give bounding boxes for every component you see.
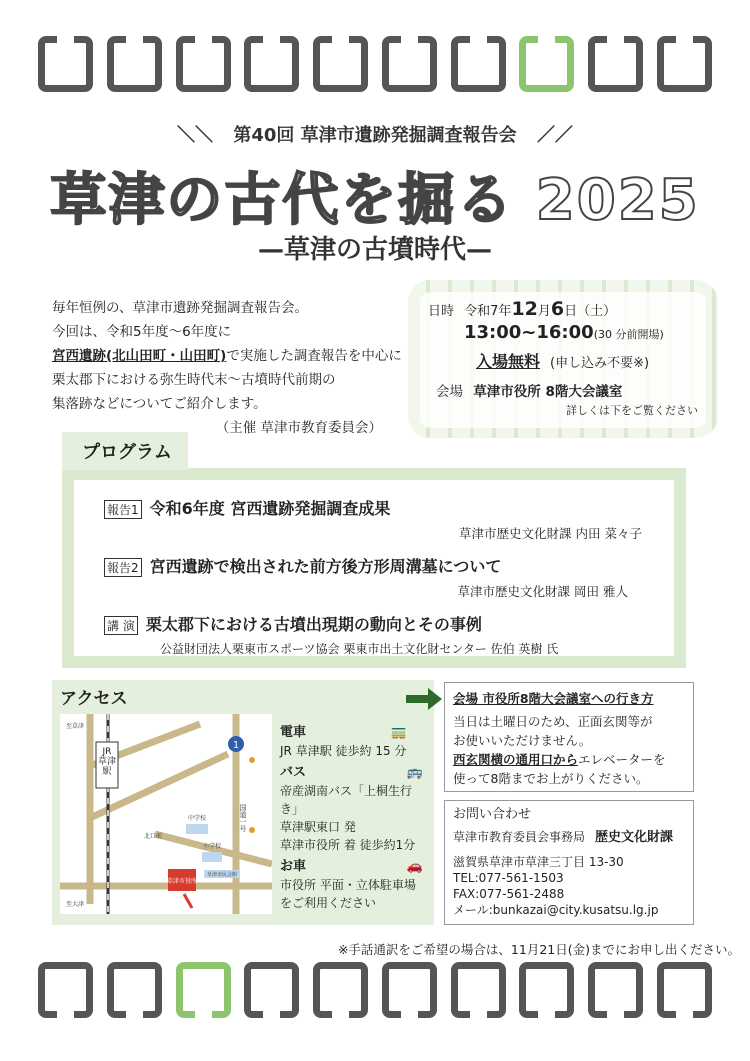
contact-dept: 歴史文化財課 <box>595 830 674 845</box>
route-line: 当日は土曜日のため、正面玄関等が <box>453 714 653 729</box>
contact-department <box>453 829 685 846</box>
program-tag: 報告2 <box>104 558 142 577</box>
sub-heading: —草津の古墳時代— <box>257 235 492 265</box>
map-direction-top: 至草津 <box>66 723 85 730</box>
intro-line: 毎年恒例の、草津市遺跡発掘調査報告会。 <box>52 300 308 316</box>
route-line-rest: エレベーターを <box>578 752 666 767</box>
time-range: 13:00~16:00 <box>464 322 594 343</box>
contact-mail[interactable]: メール:bunkazai@city.kusatsu.lg.jp <box>453 903 659 917</box>
car-info: をご利用ください <box>280 896 377 910</box>
border-tile <box>657 36 712 92</box>
detail-note: 詳しくは下をご覧ください <box>566 404 698 417</box>
border-tile <box>176 36 231 92</box>
map-school2 <box>202 852 222 862</box>
border-tile <box>313 36 368 92</box>
main-title: 草津の古代を掘る 2025 <box>50 168 700 233</box>
train-heading-label: 電車 <box>280 725 307 740</box>
program-speaker: 草津市歴史文化財課 岡田 雅人 <box>457 584 628 599</box>
border-tile <box>313 962 368 1018</box>
transport-info <box>280 720 430 912</box>
date-day-unit: 日 <box>564 304 578 319</box>
venue-label: 会場 <box>436 384 463 400</box>
program-speaker: 草津市歴史文化財課 内田 菜々子 <box>459 526 642 541</box>
program-title: 令和6年度 宮西遺跡発掘調査成果 <box>149 499 391 518</box>
date-label: 日時 <box>428 304 455 319</box>
event-date <box>428 298 698 320</box>
border-tile <box>244 36 299 92</box>
organizer: （主催 草津市教育委員会） <box>215 420 382 436</box>
route1-label: 1 <box>232 740 240 751</box>
slash-deco-left: ＼＼ <box>177 125 214 146</box>
program-title: 宮西遺跡で検出された前方後方形周溝墓について <box>149 557 502 576</box>
program-tag: 講 演 <box>104 616 138 635</box>
border-tile <box>588 36 643 92</box>
map-svg <box>60 714 272 914</box>
map-gate-label: 北口前 <box>144 833 163 840</box>
bus-info: 草津駅東口 発 <box>280 820 356 834</box>
bottom-decorative-border <box>38 962 712 1024</box>
traffic-signal-icon <box>249 757 255 763</box>
map-school1-label: 中学校 <box>187 815 207 822</box>
top-decorative-border <box>38 36 712 98</box>
map-hall-label: 草津市民会館 <box>206 872 238 878</box>
contact-address: 滋賀県草津市草津三丁目 13-30 <box>453 855 624 869</box>
route-line <box>453 750 685 769</box>
car-icon: 🚗 <box>406 859 423 874</box>
slash-deco-right: ／／ <box>536 125 573 146</box>
train-info: JR 草津駅 徒歩約 15 分 <box>280 744 407 758</box>
intro-text <box>52 296 412 440</box>
border-tile <box>107 36 162 92</box>
program-item <box>104 612 482 635</box>
border-tile <box>519 962 574 1018</box>
car-heading <box>280 858 430 876</box>
intro-line: 栗太郡下における弥生時代末～古墳時代前期の <box>52 372 336 388</box>
car-heading-label: お車 <box>280 859 307 874</box>
bus-info: 草津市役所 着 徒歩約1分 <box>280 838 416 852</box>
date-era: 令和7年 <box>464 304 512 319</box>
intro-line: 今回は、令和5年度～6年度に <box>52 324 232 340</box>
intro-line-rest: で実施した調査報告を中心に <box>226 348 402 364</box>
event-series-title: 第40回 草津市遺跡発掘調査報告会 <box>233 125 517 146</box>
event-info-inner <box>420 292 706 428</box>
event-time <box>464 322 698 343</box>
event-subtitle <box>0 121 750 147</box>
route-box <box>444 682 694 792</box>
train-heading <box>280 724 430 742</box>
site-name: 宮西遺跡(北山田町・山田町) <box>52 348 227 364</box>
venue-name: 草津市役所 8階大会議室 <box>473 384 623 400</box>
border-tile <box>451 962 506 1018</box>
program-item <box>104 496 390 519</box>
admission <box>476 349 698 372</box>
route-line: お使いいただけません。 <box>453 733 592 748</box>
intro-line: 集落跡などについてご紹介します。 <box>52 396 267 412</box>
program-tab: プログラム <box>62 432 188 470</box>
bus-heading <box>280 764 430 782</box>
contact-box <box>444 800 694 925</box>
border-tile <box>451 36 506 92</box>
program-item <box>104 554 501 577</box>
bus-icon: 🚌 <box>406 765 423 780</box>
map-arrow <box>184 894 192 908</box>
contact-tel: TEL:077-561-1503 <box>453 871 564 885</box>
date-month-unit: 月 <box>537 304 551 319</box>
bus-heading-label: バス <box>280 765 307 780</box>
access-map <box>60 714 272 914</box>
border-tile <box>38 36 93 92</box>
program-title: 栗太郡下における古墳出現期の動向とその事例 <box>145 615 482 634</box>
arrow-right-icon <box>406 688 442 710</box>
contact-office: 草津市教育委員会事務局 <box>453 830 586 844</box>
map-school1 <box>186 824 208 834</box>
bus-info: 帝産湖南バス「上桐生行き」 <box>280 784 413 816</box>
map-city-hall-label: 草津市役所 <box>166 878 198 885</box>
traffic-signal-icon <box>249 827 255 833</box>
border-tile <box>588 962 643 1018</box>
program-tag: 報告1 <box>104 500 142 519</box>
route-entrance: 西玄関横の通用口から <box>453 752 579 767</box>
border-tile <box>382 962 437 1018</box>
admission-free: 入場無料 <box>476 352 541 371</box>
time-note: (30 分前開場) <box>593 328 664 341</box>
intro-line <box>52 344 412 368</box>
event-info-box <box>408 280 718 438</box>
date-month: 12 <box>511 298 538 320</box>
route-line: 使って8階までお上がりください。 <box>453 771 649 786</box>
map-direction-bottom: 至大津 <box>66 901 85 908</box>
map-station-label: JR 草津駅 <box>97 747 117 777</box>
car-info: 市役所 平面・立体駐車場 <box>280 878 416 892</box>
event-venue <box>436 380 698 400</box>
border-tile <box>657 962 712 1018</box>
border-tile <box>382 36 437 92</box>
contact-fax: FAX:077-561-2488 <box>453 887 565 901</box>
train-icon: 🚃 <box>390 725 407 740</box>
border-tile <box>107 962 162 1018</box>
footer-note: ※手話通訳をご希望の場合は、11月21日(金)までにお申し出ください。 <box>337 942 740 957</box>
route-title: 会場 市役所8階大会議室への行き方 <box>453 691 654 706</box>
contact-details <box>453 854 685 918</box>
border-tile <box>244 962 299 1018</box>
admission-note: (申し込み不要※) <box>550 356 650 371</box>
contact-title: お問い合わせ <box>453 807 532 822</box>
border-tile <box>38 962 93 1018</box>
program-speaker: 公益財団法人栗東市スポーツ協会 栗東市出土文化財センター 佐伯 英樹 氏 <box>160 642 559 656</box>
date-day: 6 <box>550 298 565 320</box>
border-tile-green <box>176 962 231 1018</box>
border-tile-green <box>519 36 574 92</box>
program-frame <box>62 468 686 668</box>
access-title: アクセス <box>60 689 128 709</box>
date-weekday: （土） <box>577 304 617 319</box>
map-school2-label: 小学校 <box>202 843 222 850</box>
access-box <box>52 680 434 925</box>
map-road-label: 国道一号 <box>239 804 247 832</box>
